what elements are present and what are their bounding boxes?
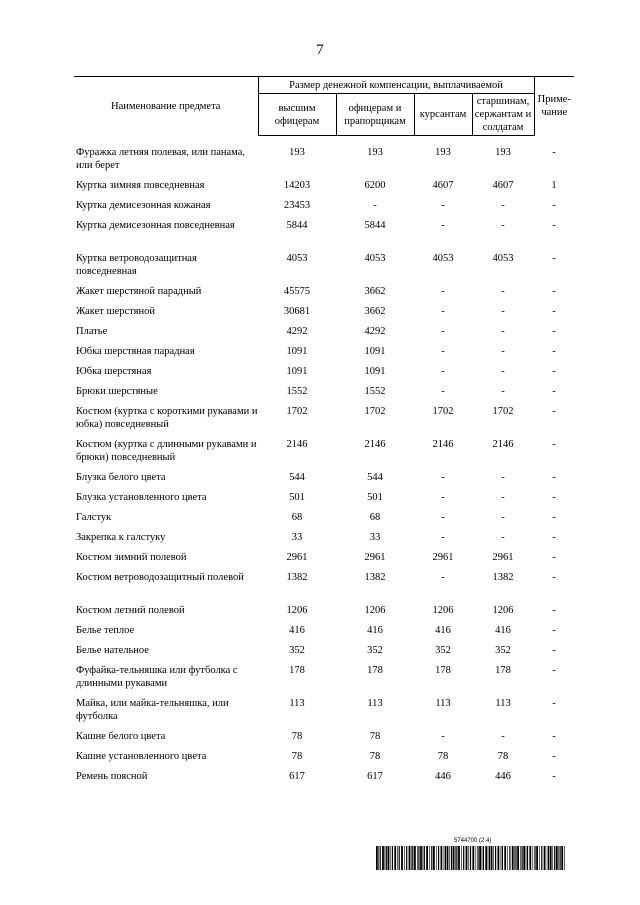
table-row — [74, 385, 574, 405]
value-note: - — [552, 147, 556, 158]
value-cadets: 416 — [435, 625, 451, 636]
value-sergeants: - — [501, 532, 505, 543]
value-note: - — [552, 698, 556, 709]
item-name: Фуражка летняя полевая, или панама, или берет — [76, 147, 246, 171]
header-note: Приме-чание — [534, 77, 574, 136]
value-senior-officers: 113 — [289, 698, 305, 709]
value-note: - — [552, 665, 556, 676]
table-row — [74, 604, 574, 624]
table-row — [74, 644, 574, 664]
value-senior-officers: 1552 — [286, 386, 308, 397]
value-senior-officers: 1206 — [286, 605, 308, 616]
value-cadets: - — [441, 220, 445, 231]
value-sergeants: - — [501, 286, 505, 297]
item-name: Галстук — [76, 512, 112, 523]
table-row — [74, 199, 574, 219]
table-row — [74, 730, 574, 750]
value-senior-officers: 1091 — [286, 346, 308, 357]
value-note: - — [552, 326, 556, 337]
item-name: Куртка демисезонная повседневная — [76, 220, 235, 231]
value-note: - — [552, 731, 556, 742]
value-cadets: 178 — [435, 665, 451, 676]
value-sergeants: 446 — [495, 771, 511, 782]
value-note: - — [552, 751, 556, 762]
value-senior-officers: 1382 — [286, 572, 308, 583]
page-number: 7 — [316, 42, 324, 58]
item-name: Закрепка к галстуку — [76, 532, 166, 543]
value-cadets: - — [441, 532, 445, 543]
value-sergeants: 193 — [495, 147, 511, 158]
compensation-table — [74, 76, 574, 790]
value-sergeants: 78 — [497, 751, 509, 762]
value-cadets: 2961 — [432, 552, 454, 563]
value-officers: 617 — [367, 771, 383, 782]
header-col-sergeants: старшинам, сержантам и солдатам — [472, 94, 534, 136]
value-officers: 3662 — [364, 306, 386, 317]
value-officers: 78 — [369, 751, 381, 762]
table-row — [74, 438, 574, 471]
item-name: Платье — [76, 326, 108, 337]
value-officers: 78 — [369, 731, 381, 742]
value-cadets: 1702 — [432, 406, 454, 417]
value-note: - — [552, 386, 556, 397]
item-name: Кашне установленного цвета — [76, 751, 207, 762]
item-name: Белье нательное — [76, 645, 149, 656]
value-senior-officers: 501 — [289, 492, 305, 503]
value-sergeants: - — [501, 472, 505, 483]
value-sergeants: 1382 — [492, 572, 514, 583]
value-note: - — [552, 645, 556, 656]
value-officers: 178 — [367, 665, 383, 676]
item-name: Куртка зимняя повседневная — [76, 180, 205, 191]
value-sergeants: - — [501, 326, 505, 337]
value-senior-officers: 14203 — [283, 180, 311, 191]
value-officers: 2961 — [364, 552, 386, 563]
value-note: - — [552, 346, 556, 357]
item-name: Ремень поясной — [76, 771, 148, 782]
value-sergeants: 4053 — [492, 253, 514, 264]
table-row — [74, 471, 574, 491]
value-sergeants: 2961 — [492, 552, 514, 563]
value-cadets: 4053 — [432, 253, 454, 264]
value-officers: 1091 — [364, 346, 386, 357]
item-name: Кашне белого цвета — [76, 731, 166, 742]
item-name: Куртка ветроводозащитная повседневная — [76, 253, 197, 277]
value-senior-officers: 78 — [291, 731, 303, 742]
table-row — [74, 511, 574, 531]
value-senior-officers: 33 — [291, 532, 303, 543]
value-note: - — [552, 605, 556, 616]
table-row — [74, 770, 574, 790]
value-sergeants: - — [501, 386, 505, 397]
table-row — [74, 179, 574, 199]
value-officers: 544 — [367, 472, 383, 483]
item-name: Блузка белого цвета — [76, 472, 166, 483]
header-col-cadets: курсантам — [414, 94, 472, 136]
value-cadets: 113 — [435, 698, 451, 709]
value-sergeants: - — [501, 200, 505, 211]
table-row — [74, 531, 574, 551]
value-sergeants: 416 — [495, 625, 511, 636]
value-senior-officers: 30681 — [283, 306, 311, 317]
value-officers: 2146 — [364, 439, 386, 450]
value-senior-officers: 193 — [289, 147, 305, 158]
value-sergeants: - — [501, 346, 505, 357]
value-sergeants: 1702 — [492, 406, 514, 417]
value-officers: 1552 — [364, 386, 386, 397]
item-name: Жакет шерстяной — [76, 306, 155, 317]
item-name: Костюм (куртка с короткими рукавами и юбка) повседневный — [76, 406, 258, 430]
value-officers: 1091 — [364, 366, 386, 377]
value-note: - — [552, 625, 556, 636]
table-row — [74, 551, 574, 571]
table-row — [74, 664, 574, 697]
header-col-officers: офицерам и прапорщикам — [336, 94, 414, 136]
value-note: - — [552, 472, 556, 483]
value-officers: 6200 — [364, 180, 386, 191]
value-sergeants: - — [501, 492, 505, 503]
value-officers: 193 — [367, 147, 383, 158]
value-cadets: - — [441, 326, 445, 337]
value-senior-officers: 78 — [291, 751, 303, 762]
value-officers: 33 — [369, 532, 381, 543]
item-name: Костюм ветроводозащитный полевой — [76, 572, 244, 583]
value-sergeants: 2146 — [492, 439, 514, 450]
header-group: Размер денежной компенсации, выплачиваемой — [258, 77, 534, 94]
value-sergeants: - — [501, 731, 505, 742]
value-sergeants: - — [501, 306, 505, 317]
value-officers: 1702 — [364, 406, 386, 417]
value-cadets: 2146 — [432, 439, 454, 450]
value-senior-officers: 4292 — [286, 326, 308, 337]
value-cadets: - — [441, 731, 445, 742]
table-row — [74, 285, 574, 305]
table-row — [74, 750, 574, 770]
table-row — [74, 219, 574, 252]
value-officers: 4292 — [364, 326, 386, 337]
value-senior-officers: 1091 — [286, 366, 308, 377]
value-cadets: 193 — [435, 147, 451, 158]
value-senior-officers: 416 — [289, 625, 305, 636]
value-sergeants: 1206 — [492, 605, 514, 616]
value-officers: 1382 — [364, 572, 386, 583]
value-note: - — [552, 220, 556, 231]
value-officers: 5844 — [364, 220, 386, 231]
item-name: Костюм (куртка с длинными рукавами и брюки) повседневный — [76, 439, 257, 463]
value-cadets: - — [441, 346, 445, 357]
item-name: Юбка шерстяная — [76, 366, 152, 377]
value-cadets: - — [441, 572, 445, 583]
table-row — [74, 146, 574, 179]
value-cadets: - — [441, 386, 445, 397]
value-sergeants: - — [501, 512, 505, 523]
value-note: - — [552, 306, 556, 317]
value-senior-officers: 352 — [289, 645, 305, 656]
value-note: - — [552, 200, 556, 211]
value-note: - — [552, 771, 556, 782]
item-name: Куртка демисезонная кожаная — [76, 200, 211, 211]
value-cadets: - — [441, 512, 445, 523]
item-name: Жакет шерстяной парадный — [76, 286, 202, 297]
value-officers: 3662 — [364, 286, 386, 297]
table-row — [74, 252, 574, 285]
value-senior-officers: 23453 — [283, 200, 311, 211]
value-cadets: 446 — [435, 771, 451, 782]
value-senior-officers: 5844 — [286, 220, 308, 231]
value-sergeants: 113 — [495, 698, 511, 709]
item-name: Костюм летний полевой — [76, 605, 185, 616]
item-name: Костюм зимний полевой — [76, 552, 187, 563]
table-row — [74, 365, 574, 385]
value-cadets: 352 — [435, 645, 451, 656]
value-cadets: - — [441, 306, 445, 317]
value-cadets: - — [441, 286, 445, 297]
value-cadets: 78 — [437, 751, 449, 762]
table-row — [74, 345, 574, 365]
value-cadets: 4607 — [432, 180, 454, 191]
value-senior-officers: 544 — [289, 472, 305, 483]
value-senior-officers: 617 — [289, 771, 305, 782]
value-note: - — [552, 286, 556, 297]
value-note: 1 — [551, 180, 557, 191]
value-sergeants: 352 — [495, 645, 511, 656]
value-officers: 416 — [367, 625, 383, 636]
table-body — [74, 136, 574, 791]
item-name: Юбка шерстяная парадная — [76, 346, 195, 357]
value-note: - — [552, 366, 556, 377]
value-officers: 4053 — [364, 253, 386, 264]
value-note: - — [552, 406, 556, 417]
value-senior-officers: 178 — [289, 665, 305, 676]
value-senior-officers: 45575 — [283, 286, 311, 297]
value-sergeants: 178 — [495, 665, 511, 676]
value-note: - — [552, 512, 556, 523]
table-row — [74, 305, 574, 325]
barcode-caption: 5744700 (2.4) — [454, 838, 492, 844]
table-row — [74, 491, 574, 511]
value-cadets: - — [441, 200, 445, 211]
item-name: Фуфайка-тельняшка или футболка с длинными рукавами — [76, 665, 238, 689]
value-sergeants: - — [501, 366, 505, 377]
value-officers: - — [373, 200, 377, 211]
value-cadets: - — [441, 492, 445, 503]
value-note: - — [552, 439, 556, 450]
value-note: - — [552, 532, 556, 543]
table-row — [74, 325, 574, 345]
table-row — [74, 697, 574, 730]
value-note: - — [552, 552, 556, 563]
value-officers: 1206 — [364, 605, 386, 616]
value-senior-officers: 4053 — [286, 253, 308, 264]
value-cadets: 1206 — [432, 605, 454, 616]
table-row — [74, 405, 574, 438]
value-officers: 352 — [367, 645, 383, 656]
header-item-name: Наименование предмета — [74, 77, 258, 136]
value-note: - — [552, 253, 556, 264]
item-name: Брюки шерстяные — [76, 386, 158, 397]
value-senior-officers: 1702 — [286, 406, 308, 417]
value-cadets: - — [441, 366, 445, 377]
value-officers: 68 — [369, 512, 381, 523]
value-senior-officers: 2146 — [286, 439, 308, 450]
table-row — [74, 571, 574, 604]
item-name: Майка, или майка-тельняшка, или футболка — [76, 698, 229, 722]
value-officers: 113 — [367, 698, 383, 709]
barcode-image — [376, 846, 566, 870]
table-row — [74, 624, 574, 644]
item-name: Блузка установленного цвета — [76, 492, 207, 503]
value-senior-officers: 2961 — [286, 552, 308, 563]
item-name: Белье теплое — [76, 625, 135, 636]
header-col-senior-officers: высшим офицерам — [258, 94, 336, 136]
value-note: - — [552, 572, 556, 583]
value-note: - — [552, 492, 556, 503]
value-cadets: - — [441, 472, 445, 483]
value-senior-officers: 68 — [291, 512, 303, 523]
value-sergeants: 4607 — [492, 180, 514, 191]
value-officers: 501 — [367, 492, 383, 503]
value-sergeants: - — [501, 220, 505, 231]
